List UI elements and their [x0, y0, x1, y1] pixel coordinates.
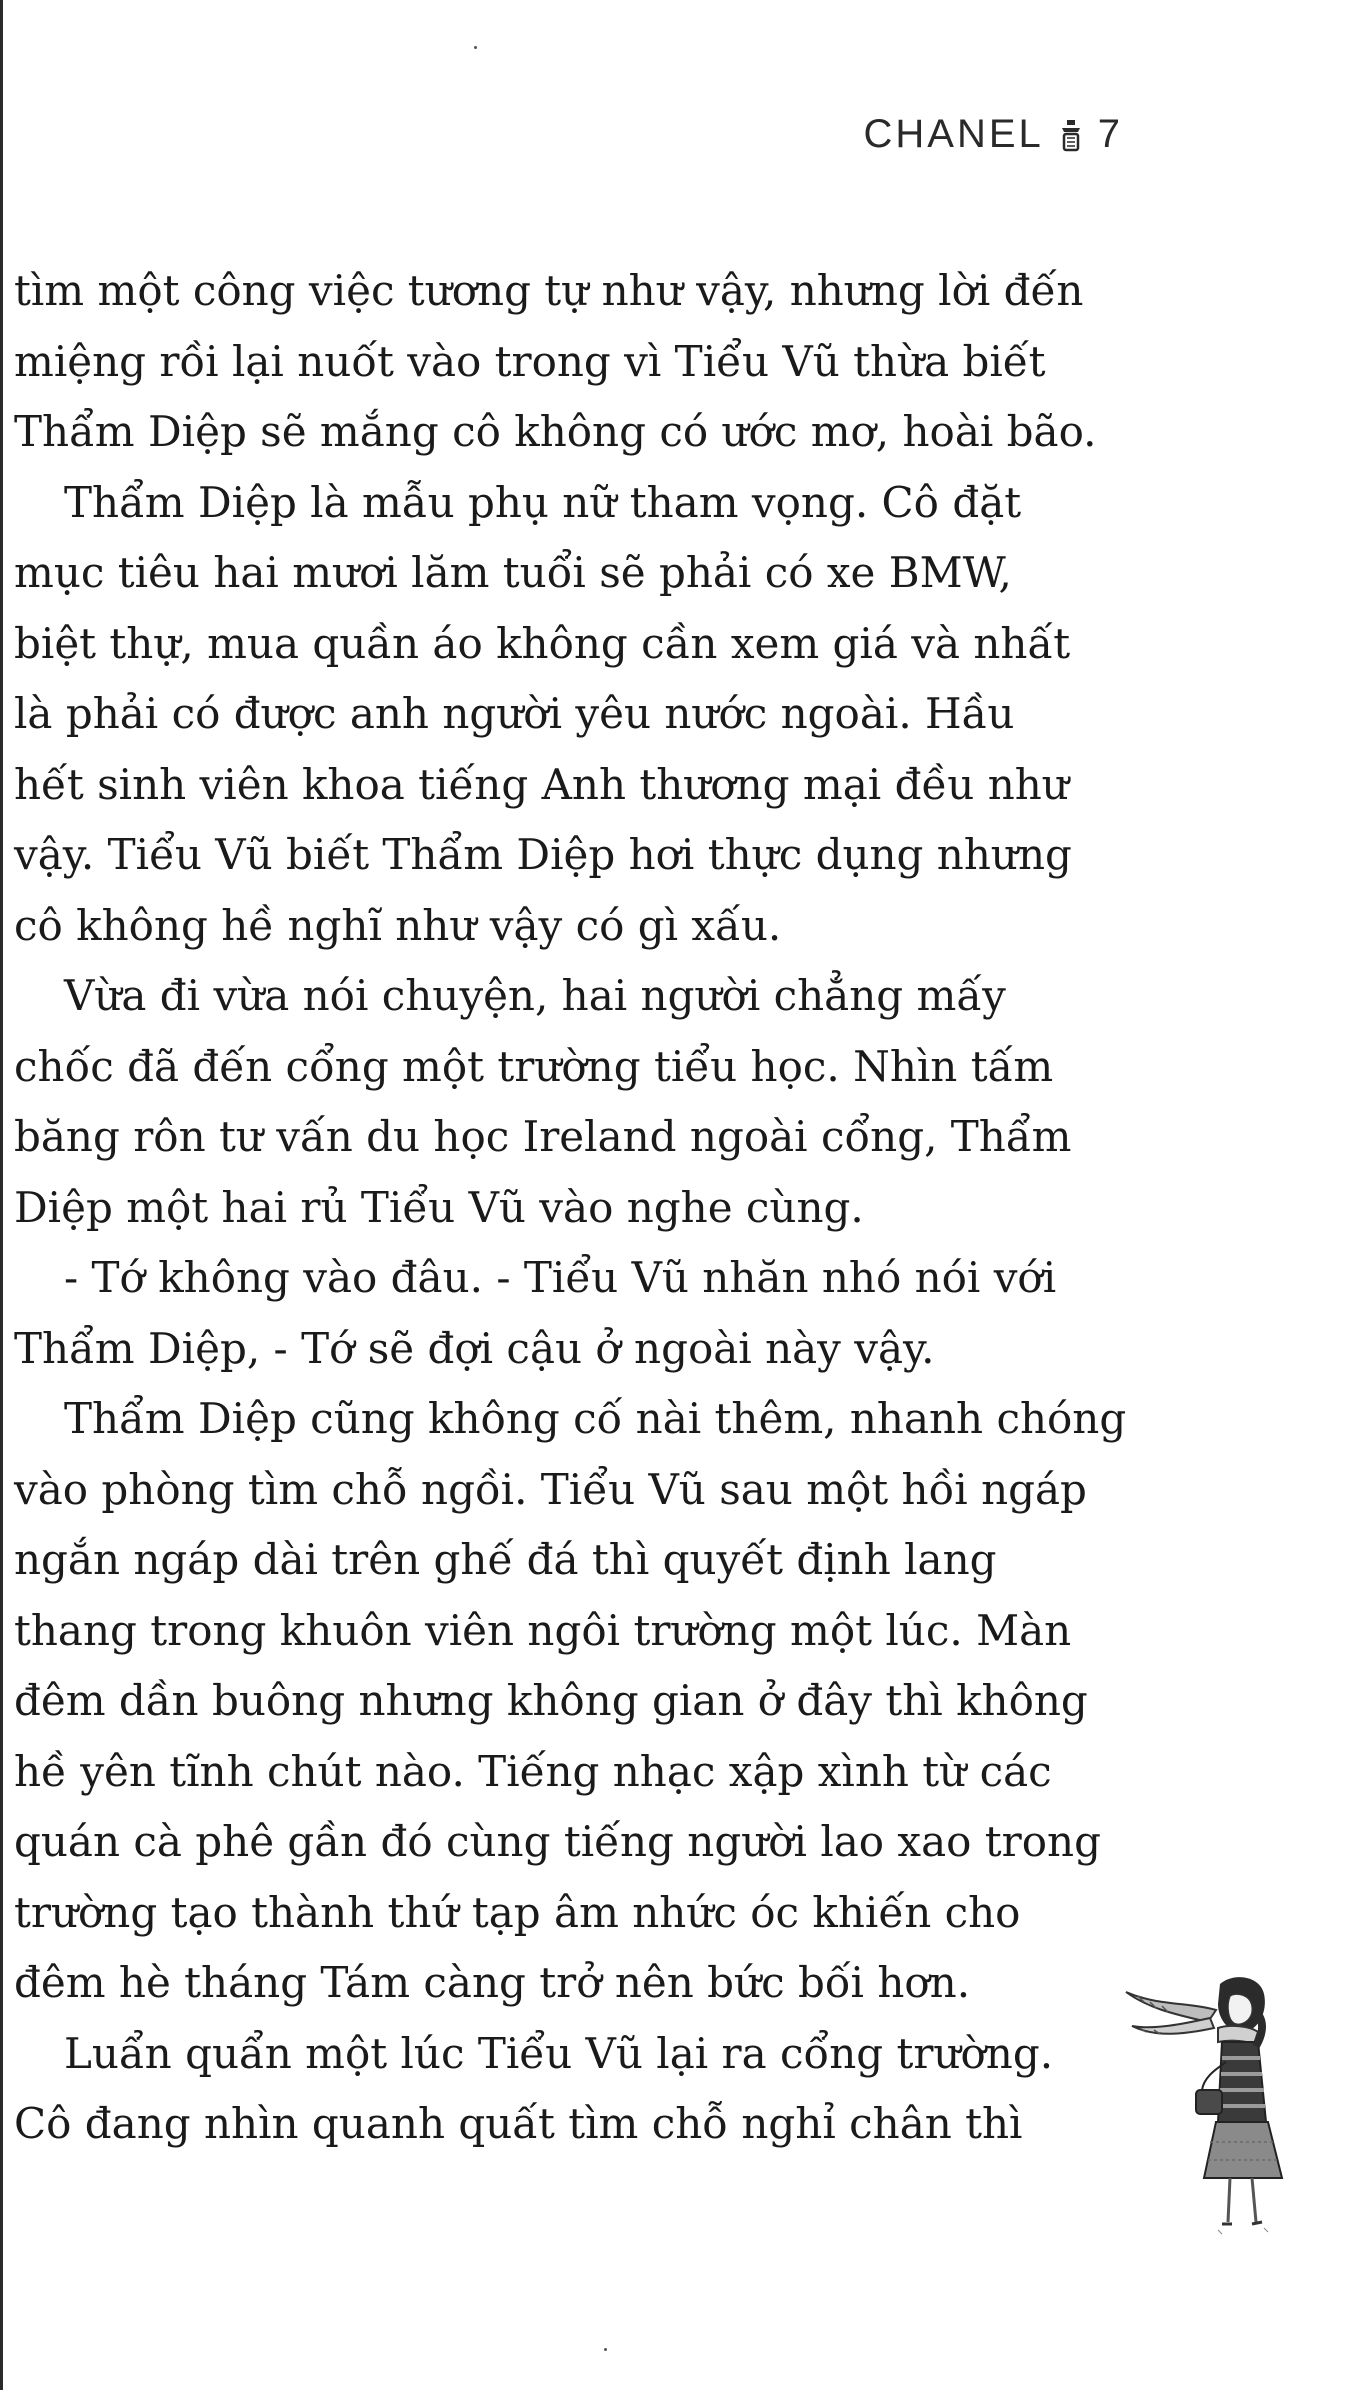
text-line: thang trong khuôn viên ngôi trường một lúc. Màn [14, 1605, 1072, 1655]
text-line: Luẩn quẩn một lúc Tiểu Vũ lại ra cổng trường. [64, 2028, 1054, 2078]
text-line: là phải có được anh người yêu nước ngoài. Hầu [14, 689, 1015, 738]
running-header [863, 112, 1123, 157]
book-title: CHANEL [863, 112, 1044, 156]
scan-speck [474, 46, 477, 49]
text-line: ngắn ngáp dài trên ghế đá thì quyết định lang [14, 1535, 997, 1584]
text-line: đêm hè tháng Tám càng trở nên bức bối hơn. [14, 1958, 971, 2007]
scan-edge [0, 0, 3, 2390]
body-text [14, 256, 1154, 2160]
scan-speck [604, 2348, 607, 2351]
text-line: chốc đã đến cổng một trường tiểu học. Nhìn tấm [14, 1041, 1054, 1091]
text-line: Thẩm Diệp cũng không cố nài thêm, nhanh chóng [64, 1394, 1127, 1443]
perfume-bottle-icon [1058, 116, 1084, 154]
paragraph [14, 2019, 1154, 2160]
text-line: Vừa đi vừa nói chuyện, hai người chẳng mấy [64, 971, 1006, 1020]
girl-with-scarf-illustration [1118, 1972, 1328, 2242]
text-line: Thẩm Diệp, - Tớ sẽ đợi cậu ở ngoài này vậy. [14, 1323, 935, 1373]
page-number: 7 [1097, 112, 1123, 156]
text-line: Diệp một hai rủ Tiểu Vũ vào nghe cùng. [14, 1182, 864, 1232]
text-line: vào phòng tìm chỗ ngồi. Tiểu Vũ sau một hồi ngáp [14, 1464, 1087, 1514]
text-line: mục tiêu hai mươi lăm tuổi sẽ phải có xe BMW, [14, 548, 1012, 597]
text-line: Cô đang nhìn quanh quất tìm chỗ nghỉ chân thì [14, 2099, 1023, 2148]
text-line: biệt thự, mua quần áo không cần xem giá và nhất [14, 618, 1071, 668]
text-line: băng rôn tư vấn du học Ireland ngoài cổng, Thẩm [14, 1112, 1072, 1161]
paragraph [14, 1243, 1154, 1384]
text-line: cô không hề nghĩ như vậy có gì xấu. [14, 900, 782, 950]
paragraph [14, 961, 1154, 1243]
text-line: đêm dần buông nhưng không gian ở đây thì không [14, 1676, 1088, 1725]
text-line: hết sinh viên khoa tiếng Anh thương mại đều như [14, 759, 1069, 809]
paragraph [14, 1384, 1154, 2019]
paragraph [14, 256, 1154, 468]
text-line: tìm một công việc tương tự như vậy, nhưng lời đến [14, 266, 1084, 315]
text-line: Thẩm Diệp sẽ mắng cô không có ước mơ, hoài bão. [14, 407, 1097, 456]
text-line: - Tớ không vào đâu. - Tiểu Vũ nhăn nhó nói với [64, 1253, 1057, 1302]
paragraph [14, 468, 1154, 962]
text-line: Thẩm Diệp là mẫu phụ nữ tham vọng. Cô đặt [64, 477, 1022, 527]
text-line: miệng rồi lại nuốt vào trong vì Tiểu Vũ thừa biết [14, 336, 1046, 386]
text-line: trường tạo thành thứ tạp âm nhức óc khiến cho [14, 1887, 1021, 1937]
text-line: hề yên tĩnh chút nào. Tiếng nhạc xập xình từ các [14, 1746, 1052, 1796]
text-line: quán cà phê gần đó cùng tiếng người lao xao trong [14, 1817, 1101, 1866]
text-line: vậy. Tiểu Vũ biết Thẩm Diệp hơi thực dụng nhưng [14, 830, 1072, 879]
